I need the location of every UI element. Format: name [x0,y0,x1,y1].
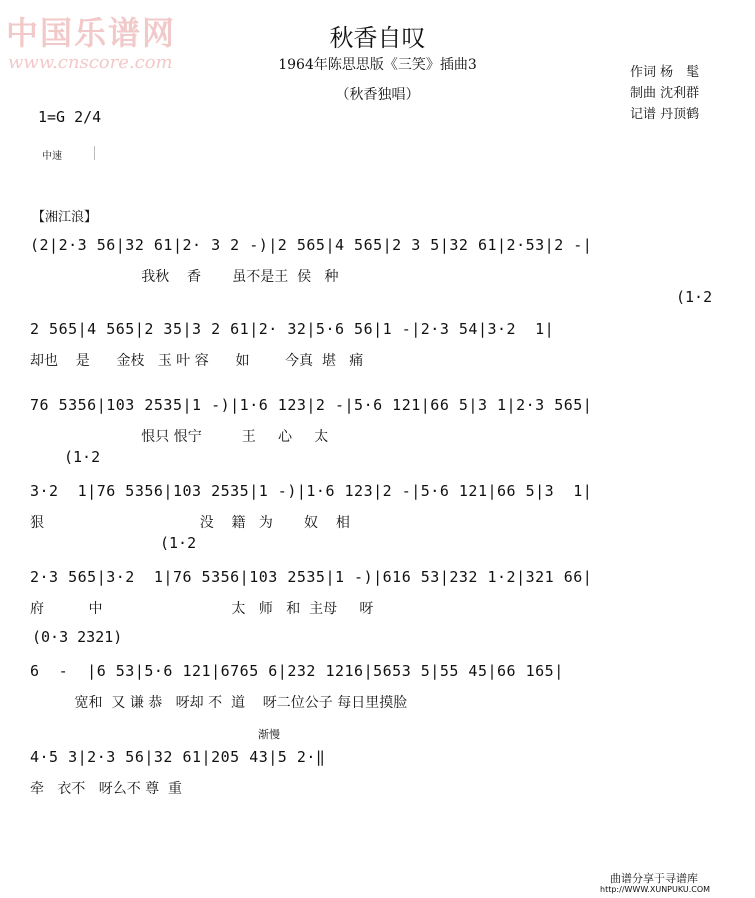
watermark-url: www.cnscore.com [8,52,173,73]
watermark-logo: 中国乐谱网 [6,14,177,52]
credit-lyricist: 作词 杨 髦 [630,65,700,80]
pickup-note-3: (1·2 [160,534,197,552]
lyric-row-7: 牵 衣不 呀么不 尊 重 [30,781,183,797]
lyric-row-4: 狠 没 籍 为 奴 相 [30,515,350,531]
score-row-7: 4·5 3|2·3 56|32 61|205 43|5 2·‖ [30,748,326,766]
lyric-row-3: 恨只 恨宁 王 心 太 [30,429,329,445]
tempo-change-mark: 渐慢 [258,728,280,741]
footer-url: http://WWW.XUNPUKU.COM [600,885,711,894]
score-row-1: (2|2·3 56|32 61|2· 3 2 -)|2 565|4 565|2 3 5|32 61|2·53|2 -| [30,236,593,254]
score-row-3: 76 5356|103 2535|1 -)|1·6 123|2 -|5·6 121|66 5|3 1|2·3 565| [30,396,593,414]
tempo-divider [94,146,95,160]
lyric-row-1: 我秋 香 虽不是王 侯 种 [30,269,339,285]
credit-transcriber: 记谱 丹顶鹤 [630,107,700,122]
pickup-note-4: (0·3 2321) [32,628,123,646]
section-label: 【湘江浪】 [32,210,98,225]
lyric-row-5: 府 中 太 师 和 主母 呀 [30,601,374,617]
score-row-5: 2·3 565|3·2 1|76 5356|103 2535|1 -)|616 53|232 1·2|321 66| [30,568,593,586]
tempo-mark: 中速 [42,151,62,162]
score-row-2: 2 565|4 565|2 35|3 2 61|2· 32|5·6 56|1 -|2·3 54|3·2 1| [30,320,555,338]
credits-block [630,62,699,125]
lyric-row-6: 宽和 又 谦 恭 呀却 不 道 呀二位公子 每日里摸脸 [30,695,408,711]
score-row-4: 3·2 1|76 5356|103 2535|1 -)|1·6 123|2 -|5·6 121|66 5|3 1| [30,482,593,500]
pickup-note-2: (1·2 [64,448,101,466]
song-part: （秋香独唱） [335,87,420,103]
key-signature: 1=G 2/4 [38,108,102,126]
pickup-note-1: (1·2 [676,288,713,306]
song-title: 秋香自叹 [329,24,426,52]
score-row-6: 6 - |6 53|5·6 121|6765 6|232 1216|5653 5|55 45|66 165| [30,662,564,680]
credit-composer: 制曲 沈利群 [630,86,700,101]
footer-source: 曲谱分享于寻谱库 [610,872,698,885]
song-subtitle: 1964年陈思思版《三笑》插曲3 [278,57,477,73]
lyric-row-2: 却也 是 金枝 玉 叶 容 如 今真 堪 痛 [30,353,364,369]
